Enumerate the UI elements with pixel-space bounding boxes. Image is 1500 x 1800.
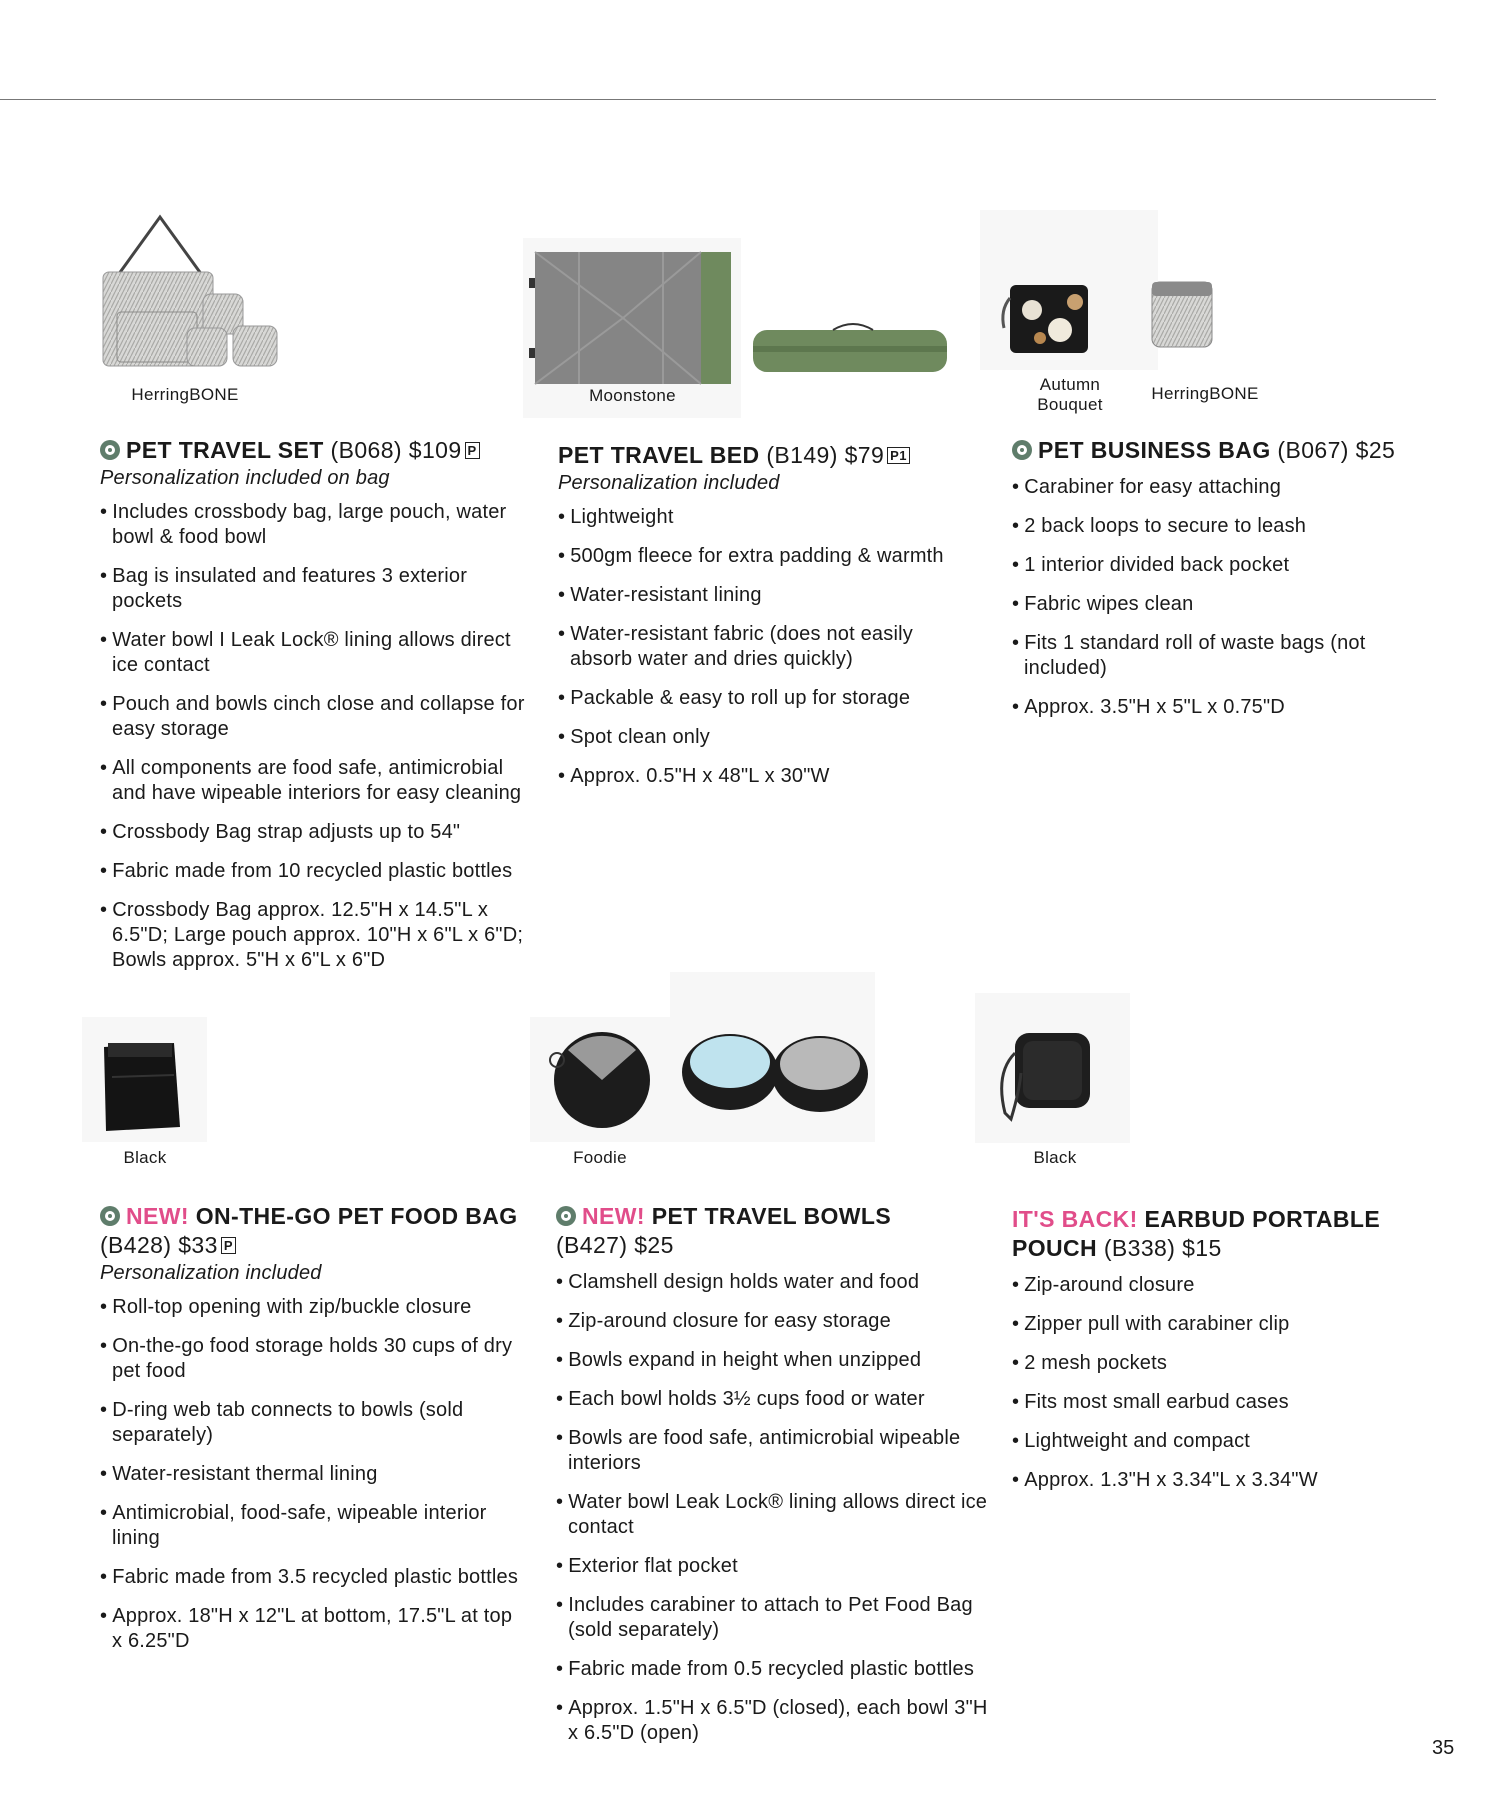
product-price: $25 [1355,437,1396,463]
swatch-label-foodie: Foodie [573,1148,627,1167]
feature-item: • Crossbody Bag approx. 12.5"H x 14.5"L x 6.5"D; Large pouch approx. 10"H x 6"L x 6"D; Bowls approx. 5"H x 6"L x 6"D [100,898,540,973]
pet-travel-bowls-image [530,972,875,1142]
feature-list [556,1270,996,1746]
product-name: EARBUD PORTABLE POUCH [1012,1206,1381,1261]
feature-item: • Each bowl holds 3½ cups food or water [556,1387,996,1412]
new-label: NEW! [126,1203,189,1229]
product-name: PET TRAVEL BOWLS [651,1203,892,1229]
swatch-label-autumn-bouquet: Autumn Bouquet [1037,375,1103,414]
top-divider [0,99,1436,100]
feature-item: • Fits most small earbud cases [1012,1390,1432,1415]
feature-item: • Zipper pull with carabiner clip [1012,1312,1432,1337]
feature-item: • 1 interior divided back pocket [1012,553,1432,578]
pet-travel-set-image [95,212,285,372]
recycled-icon [556,1206,576,1226]
feature-item: • D-ring web tab connects to bowls (sold separately) [100,1398,520,1448]
feature-item: • Bowls expand in height when unzipped [556,1348,996,1373]
recycled-icon [100,1206,120,1226]
product-code: (B427) [556,1232,628,1258]
swatch-label-black-food-bag: Black [123,1148,167,1167]
feature-item: • Roll-top opening with zip/buckle closure [100,1295,520,1320]
product-pet-travel-bowls [556,1202,996,1760]
feature-item: • Water bowl Leak Lock® lining allows direct ice contact [556,1490,996,1540]
new-label: NEW! [582,1203,645,1229]
swatch-label-herringbone-business-bag: HerringBONE [1151,384,1259,403]
product-on-the-go-pet-food-bag [100,1202,520,1668]
feature-list [100,500,540,973]
feature-item: • Approx. 1.3"H x 3.34"L x 3.34"W [1012,1468,1432,1493]
personalization-badge: P [465,442,480,459]
feature-item: • Bowls are food safe, antimicrobial wipeable interiors [556,1426,996,1476]
feature-item: • Approx. 3.5"H x 5"L x 0.75"D [1012,695,1432,720]
product-title [556,1202,996,1260]
product-pet-travel-set [100,436,540,987]
product-pet-business-bag [1012,436,1432,734]
swatch-label-moonstone: Moonstone [589,386,676,405]
product-code: (B149) [766,442,838,468]
product-name: PET BUSINESS BAG [1038,437,1271,463]
feature-item: • Fabric wipes clean [1012,592,1432,617]
feature-item: • Fabric made from 10 recycled plastic bottles [100,859,540,884]
product-title [100,1202,520,1260]
feature-item: • Fabric made from 3.5 recycled plastic bottles [100,1565,520,1590]
product-title [558,441,978,470]
feature-item: • Water-resistant thermal lining [100,1462,520,1487]
product-subtitle: Personalization included [558,472,780,494]
product-price: $33 [178,1232,218,1258]
product-code: (B067) [1277,437,1349,463]
feature-item: • Lightweight [558,505,978,530]
recycled-icon [100,440,120,460]
product-price: $25 [634,1232,674,1258]
swatch-label-black-earbud: Black [1033,1148,1077,1167]
feature-item: • Zip-around closure [1012,1273,1432,1298]
feature-item: • Includes carabiner to attach to Pet Food Bag (sold separately) [556,1593,996,1643]
earbud-pouch-image [975,993,1130,1143]
feature-item: • Clamshell design holds water and food [556,1270,996,1295]
product-name: PET TRAVEL BED [558,442,760,468]
feature-item: • Pouch and bowls cinch close and collapse for easy storage [100,692,540,742]
feature-list [100,1295,520,1654]
feature-item: • Approx. 18"H x 12"L at bottom, 17.5"L at top x 6.25"D [100,1604,520,1654]
feature-item: • Packable & easy to roll up for storage [558,686,978,711]
feature-item: • Approx. 0.5"H x 48"L x 30"W [558,764,978,789]
product-pet-travel-bed [558,441,978,803]
feature-item: • Approx. 1.5"H x 6.5"D (closed), each bowl 3"H x 6.5"D (open) [556,1696,996,1746]
feature-item: • 2 back loops to secure to leash [1012,514,1432,539]
product-code: (B068) [330,437,402,463]
product-code: (B338) [1103,1235,1176,1261]
feature-item: • Bag is insulated and features 3 exterior pockets [100,564,540,614]
feature-item: • Exterior flat pocket [556,1554,996,1579]
personalization-badge: P1 [887,447,910,464]
feature-item: • Crossbody Bag strap adjusts up to 54" [100,820,540,845]
product-price: $15 [1182,1235,1222,1261]
page-number: 35 [1432,1737,1455,1759]
feature-item: • Zip-around closure for easy storage [556,1309,996,1334]
product-title [100,436,540,465]
feature-item: • Antimicrobial, food-safe, wipeable interior lining [100,1501,520,1551]
feature-item: • Lightweight and compact [1012,1429,1432,1454]
feature-item: • Water-resistant fabric (does not easily absorb water and dries quickly) [558,622,978,672]
pet-food-bag-image [82,1017,207,1142]
feature-item: • Spot clean only [558,725,978,750]
product-code: (B428) [100,1232,172,1258]
feature-item: • Fits 1 standard roll of waste bags (not included) [1012,631,1432,681]
feature-list [558,505,978,789]
product-earbud-portable-pouch [1012,1205,1432,1507]
product-subtitle: Personalization included on bag [100,467,390,489]
product-price: $109 [408,437,462,463]
feature-item: • On-the-go food storage holds 30 cups of dry pet food [100,1334,520,1384]
personalization-badge: P [221,1237,236,1254]
pet-business-bag-image [980,210,1240,370]
feature-item: • Water-resistant lining [558,583,978,608]
feature-item: • 500gm fleece for extra padding & warmth [558,544,978,569]
feature-list [1012,475,1432,720]
feature-item: • Includes crossbody bag, large pouch, water bowl & food bowl [100,500,540,550]
product-name: ON-THE-GO PET FOOD BAG [195,1203,518,1229]
product-title [1012,1205,1432,1263]
new-label: IT'S BACK! [1012,1206,1138,1232]
feature-item: • Carabiner for easy attaching [1012,475,1432,500]
product-name: PET TRAVEL SET [126,437,324,463]
feature-list [1012,1273,1432,1493]
feature-item: • 2 mesh pockets [1012,1351,1432,1376]
product-title [1012,436,1432,465]
feature-item: • All components are food safe, antimicrobial and have wipeable interiors for easy cleaning [100,756,540,806]
swatch-label-herringbone-travel-set: HerringBONE [131,385,239,404]
feature-item: • Fabric made from 0.5 recycled plastic bottles [556,1657,996,1682]
feature-item: • Water bowl I Leak Lock® lining allows direct ice contact [100,628,540,678]
product-subtitle: Personalization included [100,1262,322,1284]
recycled-icon [1012,440,1032,460]
product-price: $79 [844,442,885,468]
